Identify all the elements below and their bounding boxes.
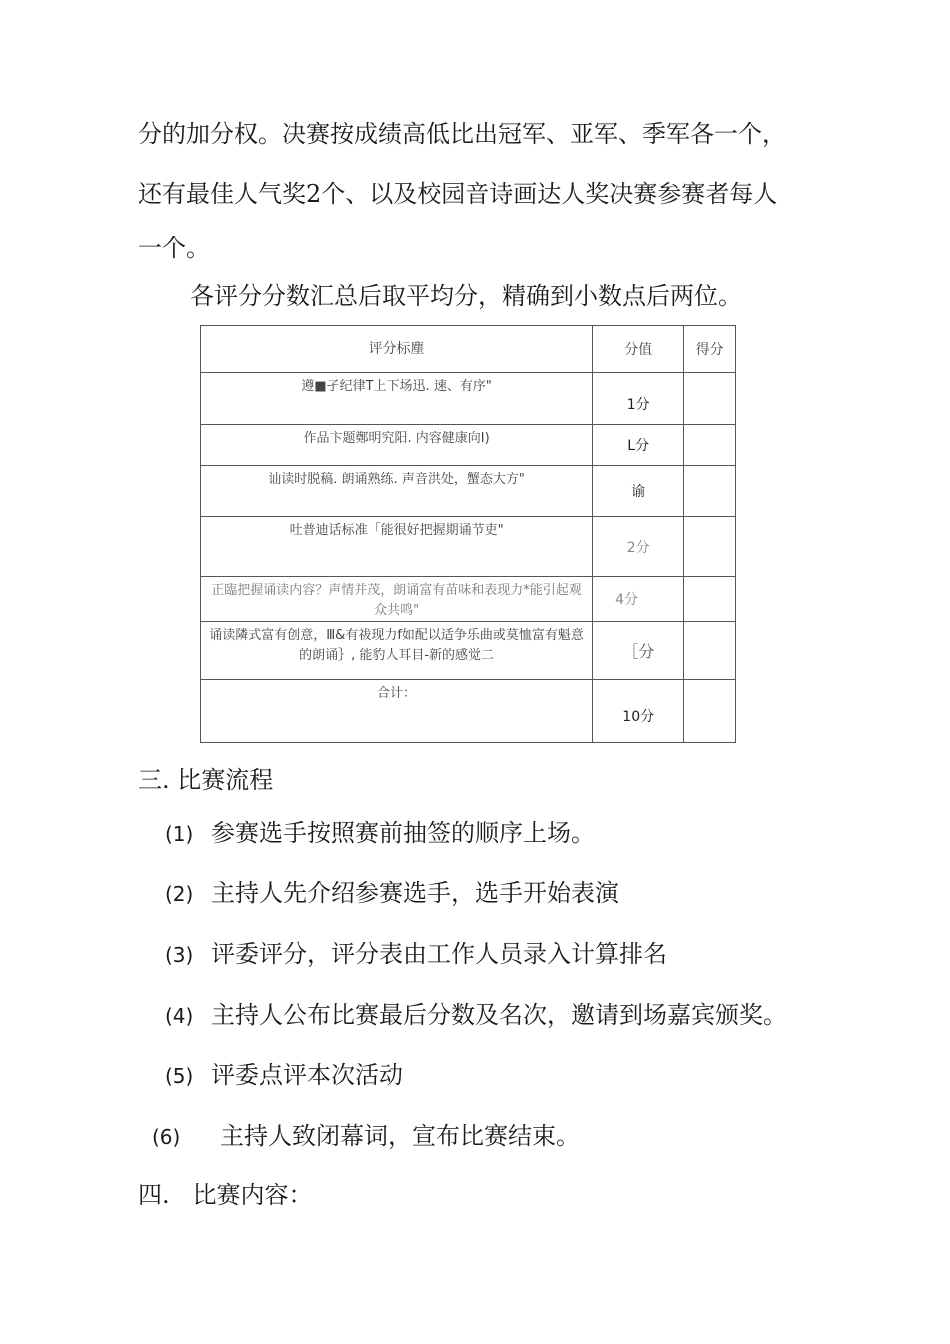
value-cell: 2分 <box>593 517 684 577</box>
table-row <box>201 517 736 577</box>
score-cell <box>684 373 736 425</box>
item-text: 评委点评本次活动 <box>210 1061 403 1089</box>
list-item <box>165 934 667 969</box>
item-text: 主持人致闭幕词，宣布比赛结束。 <box>219 1122 580 1150</box>
criterion-cell: 遵■孑纪律T上下场迅. 速、有序" <box>201 373 593 425</box>
value-cell: ［分 <box>593 622 684 680</box>
total-score-cell <box>684 680 736 743</box>
item-number: (3) <box>165 943 194 967</box>
criterion-cell: 诵读隣式富有创意，Ⅲ&有祓现力f如配以适争乐曲或莫恤富有魁意的朗诵｝, 能豹人耳目-新的感觉二 <box>201 622 593 680</box>
section-3-title: 三. 比赛流程 <box>138 766 274 794</box>
list-item <box>165 1055 403 1090</box>
criterion-cell: 讪读时脱稿. 朗诵熟练. 声音洪处，蟹态大方" <box>201 466 593 517</box>
table-row <box>201 622 736 680</box>
table-header-row <box>201 326 736 373</box>
list-item <box>152 1116 580 1151</box>
score-cell <box>684 517 736 577</box>
intro-line-1: 分的加分权。决赛按成绩高低比出冠军、亚军、季军各一个， <box>138 120 786 148</box>
item-text: 主持人公布比赛最后分数及名次，邀请到场嘉宾颁奖。 <box>210 1001 787 1029</box>
total-label-cell: 合计： <box>201 680 593 743</box>
total-value-cell: 10分 <box>593 680 684 743</box>
scoring-table <box>200 325 736 743</box>
header-value: 分值 <box>593 326 684 373</box>
item-number: (1) <box>165 822 194 846</box>
table-row <box>201 373 736 425</box>
table-row <box>201 577 736 622</box>
score-cell <box>684 622 736 680</box>
intro-line-3: 一个。 <box>138 234 210 262</box>
section-4-title: 四. 比赛内容： <box>138 1181 313 1209</box>
item-text: 主持人先介绍参赛选手，选手开始表演 <box>210 879 619 907</box>
table-row <box>201 466 736 517</box>
intro-paragraph <box>138 110 818 272</box>
scoring-note: 各评分分数汇总后取平均分，精确到小数点后两位。 <box>190 282 742 310</box>
list-item <box>165 995 787 1030</box>
score-cell <box>684 425 736 466</box>
item-number: (6) <box>152 1125 181 1149</box>
list-item <box>165 813 595 848</box>
item-number: (5) <box>165 1064 194 1088</box>
value-cell: L分 <box>593 425 684 466</box>
value-cell: 4分 <box>593 577 684 622</box>
intro-line-2: 还有最佳人气奖2个、以及校园音诗画达人奖决赛参赛者每人 <box>138 180 778 208</box>
item-number: (4) <box>165 1004 194 1028</box>
header-criteria: 评分标塵 <box>201 326 593 373</box>
criterion-cell: 作品卞题鄭明究阳. 内容健康向I) <box>201 425 593 466</box>
score-cell <box>684 577 736 622</box>
list-item <box>165 873 619 908</box>
header-score: 得分 <box>684 326 736 373</box>
criterion-cell: 吐普迪话标准「能很好把握期诵节吏" <box>201 517 593 577</box>
item-text: 参赛选手按照赛前抽签的顺序上场。 <box>210 819 595 847</box>
value-cell: 谕 <box>593 466 684 517</box>
table-total-row <box>201 680 736 743</box>
value-cell: 1分 <box>593 373 684 425</box>
item-number: (2) <box>165 882 194 906</box>
table-row <box>201 425 736 466</box>
item-text: 评委评分，评分表由工作人员录入计算排名 <box>210 940 667 968</box>
score-cell <box>684 466 736 517</box>
criterion-cell: 正臨把握诵读内容？声情并茂，朗诵富有苗味和表现力*能引起观众共鸣" <box>201 577 593 622</box>
